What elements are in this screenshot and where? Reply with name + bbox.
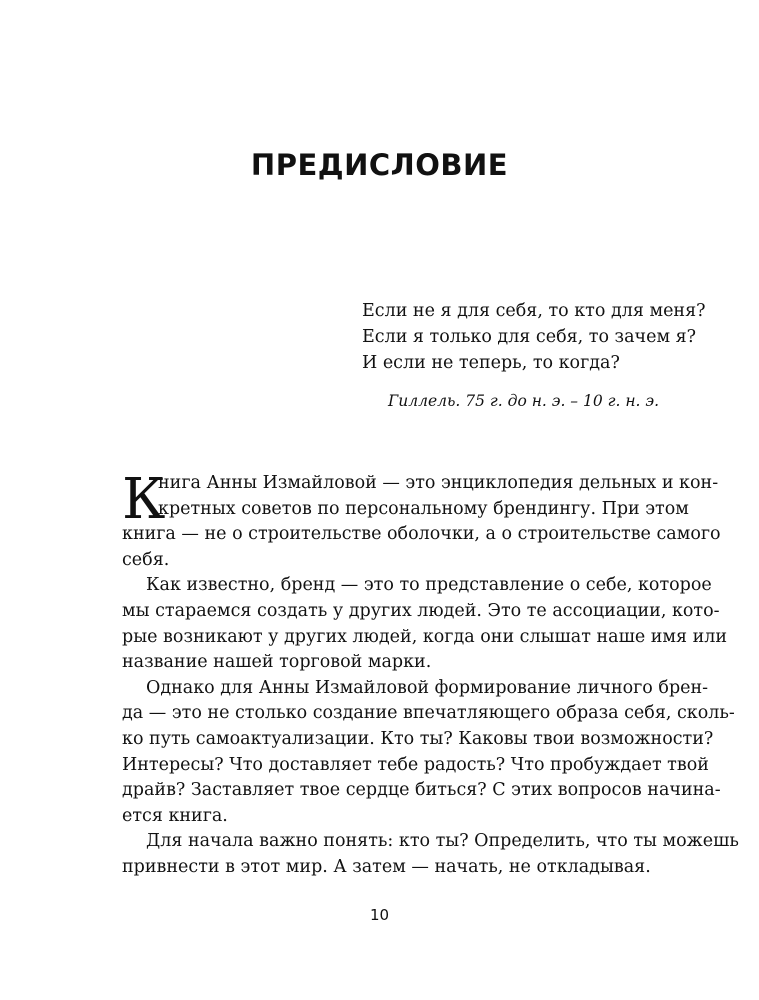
page-title: ПРЕДИСЛОВИЕ [250, 148, 509, 182]
epigraph-line: И если не теперь, то когда? [362, 353, 620, 373]
text-line: драйв? Заставляет твое сердце биться? С этих вопросов начина- [122, 780, 721, 801]
text-line: ется книга. [122, 805, 228, 826]
text-line: Однако для Анны Измайловой формирование личного брен- [146, 677, 709, 698]
text-line: Для начала важно понять: кто ты? Определить, что ты можешь [146, 831, 739, 852]
text-line: Интересы? Что доставляет тебе радость? Что пробуждает твой [122, 754, 709, 775]
paragraph [122, 676, 735, 830]
paragraph [122, 829, 739, 880]
text-line: название нашей торговой марки. [122, 652, 432, 673]
paragraph [122, 573, 728, 675]
text-line: себя. [122, 549, 170, 570]
epigraph-attribution: Гиллель. 75 г. до н. э. – 10 г. н. э. [387, 392, 659, 410]
paragraph [122, 467, 721, 573]
page-number: 10 [369, 906, 390, 924]
epigraph-line: Если не я для себя, то кто для меня? [362, 301, 706, 321]
text-line: мы стараемся создать у других людей. Это те ассоциации, кото- [122, 600, 720, 621]
text-line: кретных советов по персональному брендингу. При этом [158, 498, 689, 519]
text-line: привнести в этот мир. А затем — начать, не откладывая. [122, 856, 651, 877]
drop-cap: К [122, 467, 166, 532]
body-text [122, 467, 739, 881]
text-line: ко путь самоактуализации. Кто ты? Каковы твои возможности? [122, 728, 714, 749]
text-line: рые возникают у других людей, когда они слышат наше имя или [122, 626, 728, 647]
text-line: Как известно, бренд — это то представление о себе, которое [146, 575, 712, 596]
text-line: да — это не столько создание впечатляющего образа себя, сколь- [122, 703, 735, 724]
epigraph [362, 298, 706, 414]
text-line: книга — не о строительстве оболочки, а о строительстве самого [122, 524, 721, 545]
epigraph-line: Если я только для себя, то зачем я? [362, 327, 697, 347]
text-line: нига Анны Измайловой — это энциклопедия дельных и кон- [158, 473, 719, 493]
